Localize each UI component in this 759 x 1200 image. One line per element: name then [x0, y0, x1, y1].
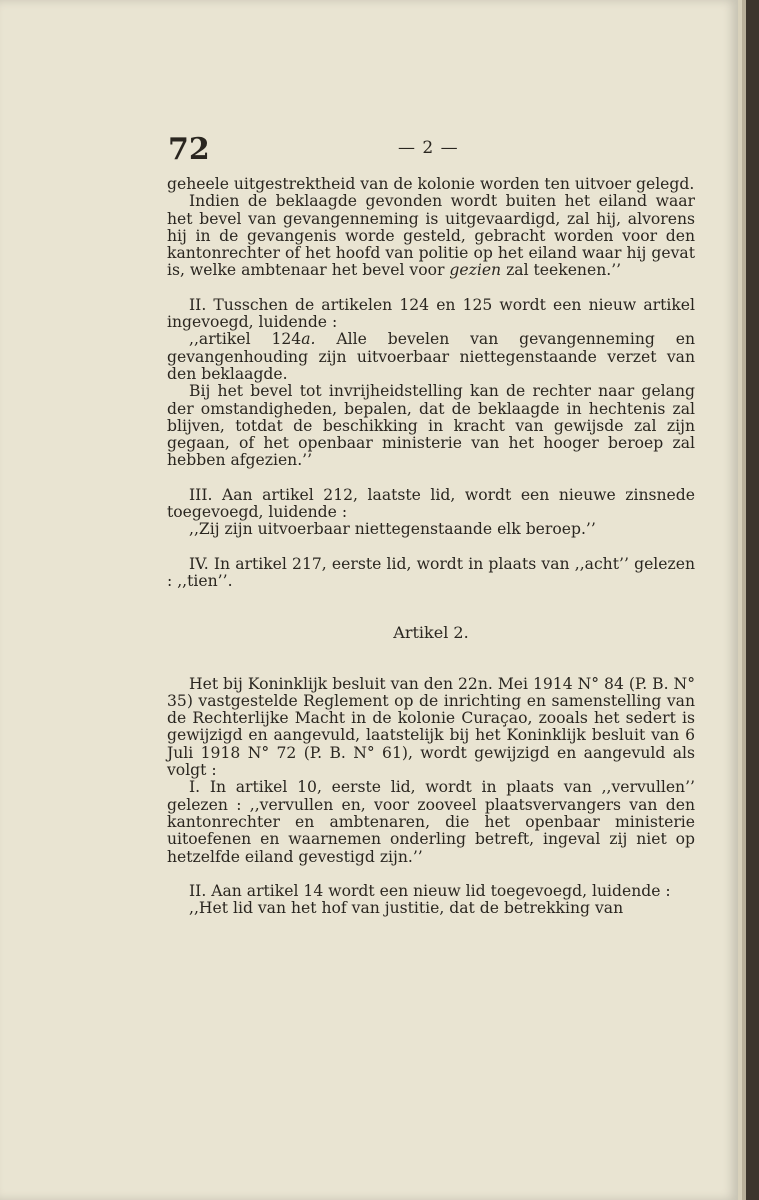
paragraph [167, 193, 695, 279]
article-heading: Artikel 2. [393, 623, 469, 643]
page-number: 72 [168, 132, 210, 167]
paragraph: III. Aan artikel 212, laatste lid, wordt een nieuwe zinsnede toegevoegd, luidende : [167, 485, 695, 522]
paragraph: geheele uitgestrektheid van de kolonie worden ten uitvoer gelegd. [167, 175, 695, 193]
text-run: ,,artikel 124 [189, 330, 302, 349]
text-run: zal teekenen.’’ [506, 261, 622, 280]
running-head: — 2 — [398, 138, 459, 158]
paragraph: Het bij Koninklijk besluit van den 22n. Mei 1914 N° 84 (P. B. N° 35) vastgestelde Reglement op de inrichting en samenstelling van de Rechterlijke Macht in de kolonie Curaçao, zooals het sedert is gewijzigd en aangevuld, laatstelijk bij het Koninklijk besluit van 6 Juli 1918 N° 72 (P. B. N° 61), wordt gewijzigd en aangevuld als volgt : [167, 674, 695, 780]
italic-text: gezien [449, 261, 502, 280]
paragraph: IV. In artikel 217, eerste lid, wordt in plaats van ,,acht’’ gelezen : ,,tien’’. [167, 554, 695, 590]
paragraph: II. Aan artikel 14 wordt een nieuw lid toegevoegd, luidende : [189, 881, 671, 900]
spacer [167, 590, 695, 607]
paragraph: ,,Zij zijn uitvoerbaar niettegenstaande elk beroep.’’ [189, 520, 596, 539]
spacer [167, 280, 695, 297]
paragraph: Bij het bevel tot invrijheidstelling kan de rechter naar gelang der omstandigheden, bepalen, dat de beklaagde in hechtenis zal blijven, totdat de beschikking in kracht van gewijsde zal zijn gegaan, of het openbaar ministerie van het hooger beroep zal hebben afgezien.’’ [167, 382, 695, 470]
body-text [167, 176, 695, 917]
paragraph [167, 331, 695, 383]
spacer [167, 539, 695, 556]
spacer [167, 642, 695, 659]
paragraph: II. Tusschen de artikelen 124 en 125 wordt een nieuw artikel ingevoegd, luidende : [167, 295, 695, 332]
book-spine-shadow [746, 0, 759, 1200]
spacer [167, 470, 695, 487]
spacer [167, 607, 695, 624]
paragraph: I. In artikel 10, eerste lid, wordt in plaats van ,,vervullen’’ gelezen : ,,vervullen en, voor zooveel plaatsvervangers van den kantonrechter en ambtenaren, die het openbaar ministerie uitoefenen en waarnemen onderling betreft, ingeval zij niet op hetzelfde eiland gevestigd zijn.’’ [167, 778, 695, 866]
spacer [167, 866, 695, 883]
text-run: Alle bevelen van gevangenneming en gevangenhouding zijn uitvoerbaar niettegenstaande verzet van den beklaagde. [167, 330, 695, 383]
italic-text: a. [301, 330, 316, 349]
spacer [167, 659, 695, 676]
text-run: Indien de beklaagde gevonden wordt buiten het eiland waar het bevel van gevangenneming is uitgevaardigd, zal hij, alvorens hij in de gevangenis worde gesteld, gebracht worden voor den kantonrechter of het hoofd van politie op het eiland waar hij gevat is, welke ambtenaar het bevel voor [167, 192, 695, 280]
paragraph: ,,Het lid van het hof van justitie, dat de betrekking van [189, 899, 624, 918]
